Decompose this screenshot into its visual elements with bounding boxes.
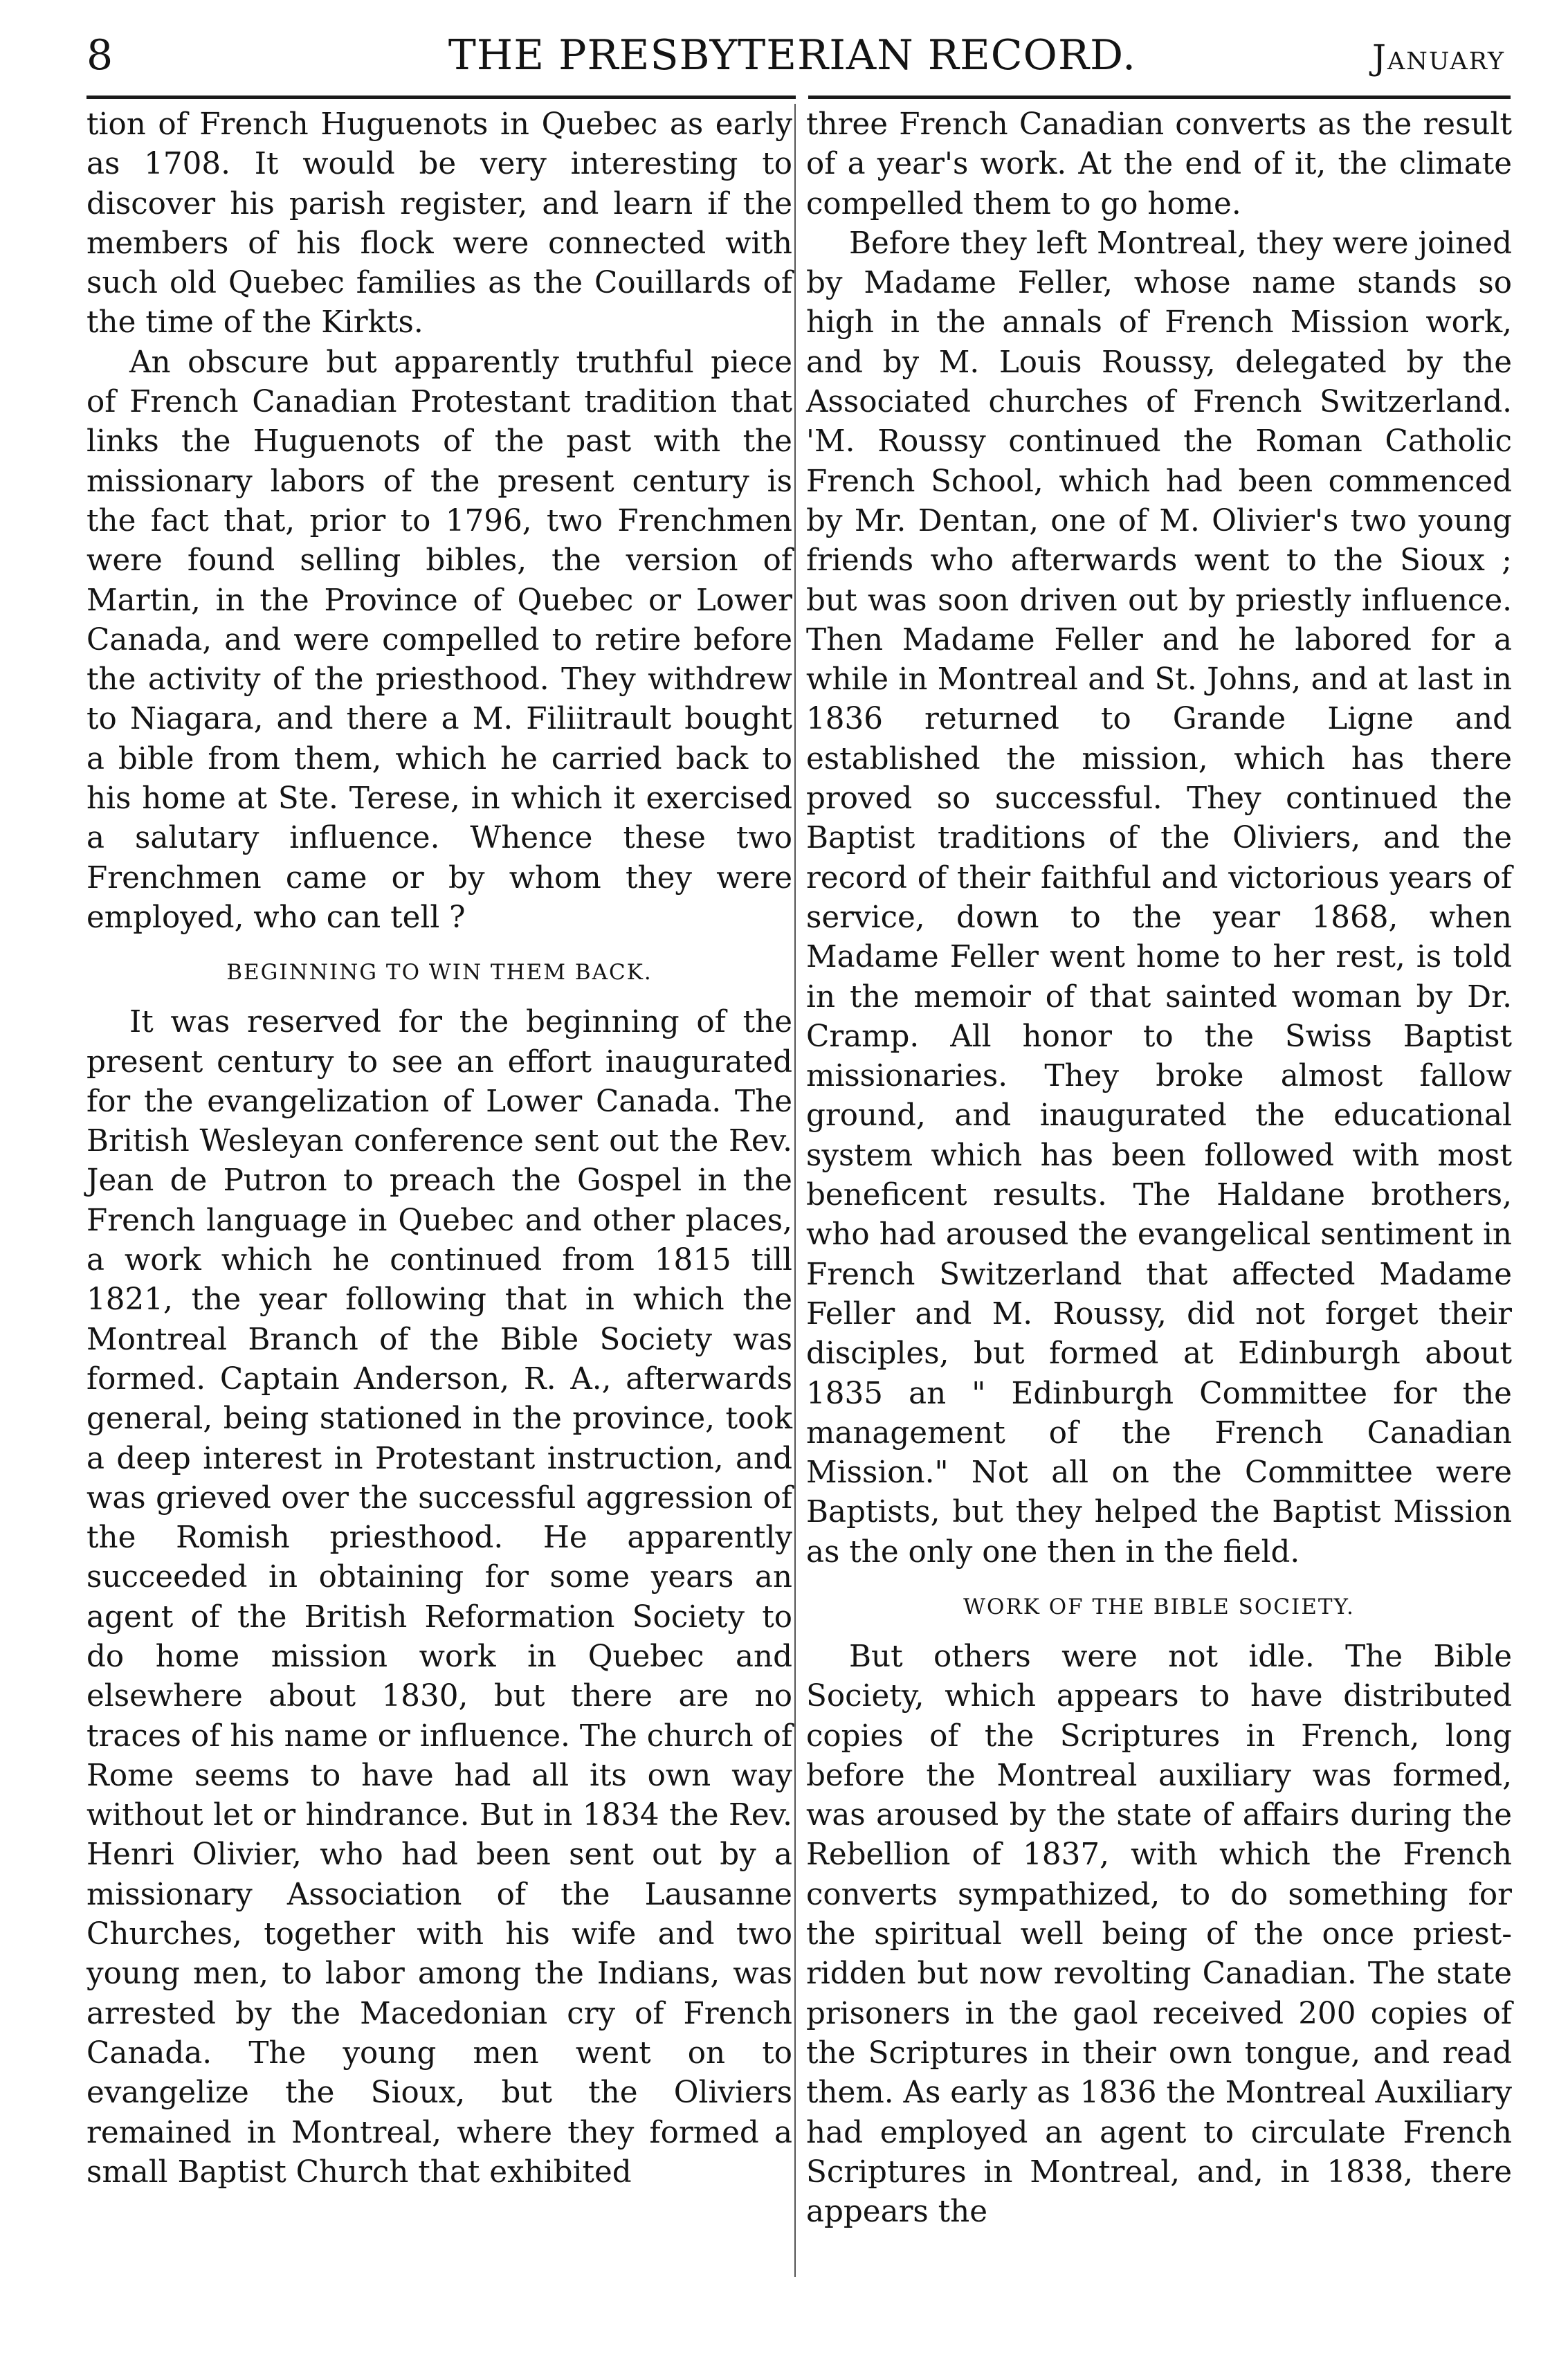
right-column xyxy=(806,105,1512,2232)
header-month: January xyxy=(1371,37,1505,78)
page-header xyxy=(80,19,1505,96)
section-subhead: BEGINNING TO WIN THEM BACK. xyxy=(226,960,653,985)
left-column xyxy=(86,105,792,2192)
header-rule-left xyxy=(86,96,796,99)
paragraph: three French Canadian converts as the result of a year's work. At the end of it, the climate compelled them to go home. xyxy=(806,107,1512,221)
header-rule-right xyxy=(808,96,1511,99)
paragraph: But others were not idle. The Bible Society, which appears to have distributed copies of the Scriptures in French, long before the Montreal auxiliary was formed, was aroused by the state of affairs during the Rebellion of 1837, with which the French converts sympathized, to do something for the spiritual well being of the once priest-ridden but now revolting Canadian. The state prisoners in the gaol received 200 copies of the Scriptures in their own tongue, and read them. As early as 1836 the Montreal Auxiliary had employed an agent to circulate French Scriptures in Montreal, and, in 1838, there appears the xyxy=(806,1639,1512,2230)
paragraph: An obscure but apparently truthful piece of French Canadian Protestant tradition that links the Huguenots of the past with the missionary labors of the present century is the fact that, prior to 1796, two Frenchmen were found selling bibles, the version of Martin, in the Province of Quebec or Lower Canada, and were compelled to retire before the activity of the priesthood. They withdrew to Niagara, and there a M. Filiitrault bought a bible from them, which he carried back to his home at Ste. Terese, in which it exercised a salutary influence. Whence these two Frenchmen came or by whom they were employed, who can tell ? xyxy=(86,345,792,935)
paragraph: It was reserved for the beginning of the present century to see an effort inaugurated for the evangelization of Lower Canada. The British Wesleyan conference sent out the Rev. Jean de Putron to preach the Gospel in the French language in Quebec and other places, a work which he continued from 1815 till 1821, the year following that in which the Montreal Branch of the Bible Society was formed. Captain Anderson, R. A., afterwards general, being stationed in the province, took a deep interest in Protestant instruction, and was grieved over the successful aggression of the Romish priesthood. He apparently succeeded in obtaining for some years an agent of the British Reformation Society to do home mission work in Quebec and elsewhere about 1830, but there are no traces of his name or influence. The church of Rome seems to have had all its own way without let or hindrance. But in 1834 the Rev. Henri Olivier, who had been sent out by a missionary Association of the Lausanne Churches, together with his wife and two young men, to labor among the Indians, was arrested by the Macedonian cry of French Canada. The young men went on to evangelize the Sioux, but the Oliviers remained in Montreal, where they formed a small Baptist Church that exhibited xyxy=(86,1005,792,2190)
section-subhead: WORK OF THE BIBLE SOCIETY. xyxy=(963,1594,1355,1619)
running-title: THE PRESBYTERIAN RECORD. xyxy=(448,31,1137,80)
paragraph: Before they left Montreal, they were joined by Madame Feller, whose name stands so high in the annals of French Mission work, and by M. Louis Roussy, delegated by the Associated churches of French Switzerland. 'M. Roussy continued the Roman Catholic French School, which had been commenced by Mr. Dentan, one of M. Olivier's two young friends who afterwards went to the Sioux ; but was soon driven out by priestly influence. Then Madame Feller and he labored for a while in Montreal and St. Johns, and at last in 1836 returned to Grande Ligne and established the mission, which has there proved so successful. They continued the Baptist traditions of the Oliviers, and the record of their faithful and victorious years of service, down to the year 1868, when Madame Feller went home to her rest, is told in the memoir of that sainted woman by Dr. Cramp. All honor to the Swiss Baptist missionaries. They broke almost fallow ground, and inaugurated the educational system which has been followed with most beneficent results. The Haldane brothers, who had aroused the evangelical sentiment in French Switzerland that affected Madame Feller and M. Roussy, did not forget their disciples, but formed at Edinburgh about 1835 an " Edinburgh Committee for the management of the French Canadian Mission." Not all on the Committee were Baptists, but they helped the Baptist Mission as the only one then in the field. xyxy=(806,226,1512,1570)
page-number: 8 xyxy=(86,31,113,80)
column-divider xyxy=(794,104,796,2277)
paragraph: tion of French Huguenots in Quebec as early as 1708. It would be very interesting to discover his parish register, and learn if the members of his flock were connected with such old Quebec families as the Couillards of the time of the Kirkts. xyxy=(86,107,792,340)
